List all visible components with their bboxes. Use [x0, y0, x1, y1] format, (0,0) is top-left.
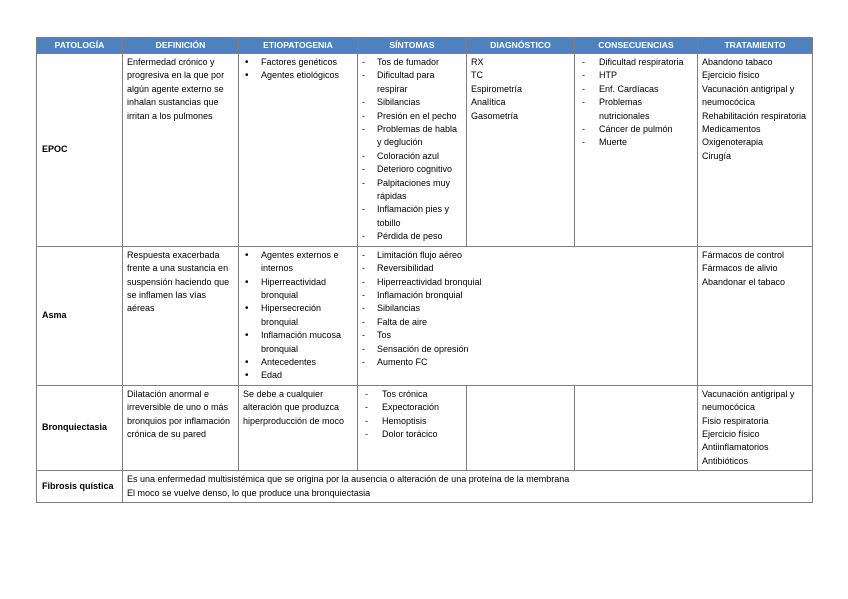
list-item: Fisio respiratoria [702, 415, 769, 426]
bronquiectasia-etiology: Se debe a cualquier alteración que produzca hiperproducción de moco [239, 385, 358, 470]
epoc-diagnosis [467, 54, 575, 247]
list-item: - Hemoptisis [362, 415, 462, 428]
list-item: - Expectoración [362, 401, 462, 414]
fibrosis-line-1: Es una enfermedad multisistémica que se origina por la ausencia o alteración de una proteína de la membrana [127, 474, 570, 485]
row-bronquiectasia [37, 385, 813, 470]
list-item: - Sibilancias [362, 302, 693, 315]
list-item: • Inflamación mucosa bronquial [243, 329, 353, 356]
list-item: - Aumento FC [362, 356, 693, 369]
epoc-name: EPOC [37, 54, 123, 247]
list-item: - Sensación de opresión [362, 343, 693, 356]
row-epoc [37, 54, 813, 247]
list-item: Abandonar el tabaco [702, 276, 786, 287]
header-tratamiento: TRATAMIENTO [698, 38, 813, 54]
list-item: - Sibilancias [362, 96, 462, 109]
list-item: Vacunación antigripal y neumocócica [702, 83, 795, 108]
list-item: Abandono tabaco [702, 57, 773, 67]
epoc-treatment [698, 54, 813, 247]
list-item: Ejercicio físico [702, 428, 760, 439]
header-sintomas: SÍNTOMAS [358, 38, 467, 54]
list-item: - Tos crónica [362, 388, 462, 401]
list-item: Espirometría [471, 83, 523, 94]
list-item: • Factores genéticos [243, 56, 353, 69]
list-item: Analítica [471, 97, 506, 108]
list-item: - Enf. Cardíacas [579, 83, 693, 96]
list-item: • Agentes etiológicos [243, 69, 353, 82]
list-item: Medicamentos [702, 124, 761, 135]
list-item: Fármacos de alivio [702, 263, 778, 274]
list-item: Rehabilitación respiratoria [702, 110, 807, 121]
header-diagnostico: DIAGNÓSTICO [467, 38, 575, 54]
list-item: Antiinflamatorios [702, 442, 769, 453]
list-item: - Falta de aire [362, 316, 693, 329]
list-item: RX [471, 57, 484, 67]
header-definicion: DEFINICIÓN [123, 38, 239, 54]
pathology-table [36, 37, 813, 503]
list-item: - HTP [579, 69, 693, 82]
asma-definition: Respuesta exacerbada frente a una sustancia en suspensión haciendo que se inflamen las vías aéreas [123, 246, 239, 385]
list-item: - Limitación flujo aéreo [362, 249, 693, 262]
list-item: • Hipersecreción bronquial [243, 302, 353, 329]
header-etiopatogenia: ETIOPATOGENIA [239, 38, 358, 54]
list-item: - Dificultad respiratoria [579, 56, 693, 69]
list-item: - Pérdida de peso [362, 230, 462, 243]
list-item: TC [471, 70, 483, 81]
asma-name: Asma [37, 246, 123, 385]
list-item: - Muerte [579, 136, 693, 149]
epoc-symptoms [358, 54, 467, 247]
list-item: • Hiperreactividad bronquial [243, 276, 353, 303]
list-item: - Tos [362, 329, 693, 342]
bronquiectasia-treatment [698, 385, 813, 470]
list-item: - Deterioro cognitivo [362, 163, 462, 176]
header-patologia: PATOLOGÍA [37, 38, 123, 54]
list-item: Vacunación antigripal y neumocócica [702, 388, 795, 413]
list-item: - Dificultad para respirar [362, 69, 462, 96]
list-item: Antibióticos [702, 455, 749, 466]
bronquiectasia-diagnosis [467, 385, 575, 470]
list-item: Cirugía [702, 150, 732, 161]
list-item: Fármacos de control [702, 249, 785, 260]
list-item: • Agentes externos e internos [243, 249, 353, 276]
row-fibrosis [37, 471, 813, 503]
list-item: - Hiperreactividad bronquial [362, 276, 693, 289]
epoc-consequences [575, 54, 698, 247]
fibrosis-description [123, 471, 813, 503]
list-item: - Tos de fumador [362, 56, 462, 69]
epoc-etiology [239, 54, 358, 247]
header-row [37, 38, 813, 54]
asma-etiology [239, 246, 358, 385]
bronquiectasia-symptoms [358, 385, 467, 470]
asma-treatment [698, 246, 813, 385]
bronquiectasia-name: Bronquiectasia [37, 385, 123, 470]
list-item: Ejercicio físico [702, 70, 760, 81]
list-item: - Inflamación pies y tobillo [362, 203, 462, 230]
list-item: Gasometría [471, 110, 519, 121]
list-item: - Problemas de habla y deglución [362, 123, 462, 150]
bronquiectasia-definition: Dilatación anormal e irreversible de uno o más bronquios por inflamación crónica de su pared [123, 385, 239, 470]
list-item: • Antecedentes [243, 356, 353, 369]
list-item: - Presión en el pecho [362, 110, 462, 123]
fibrosis-line-2: El moco se vuelve denso, lo que produce una bronquiectasia [127, 487, 371, 498]
list-item: Oxigenoterapia [702, 137, 764, 148]
epoc-definition: Enfermedad crónico y progresiva en la que por algún agente externo se inhalan sustancias que irritan a los pulmones [123, 54, 239, 247]
list-item: • Edad [243, 369, 353, 382]
list-item: - Palpitaciones muy rápidas [362, 177, 462, 204]
list-item: - Reversibilidad [362, 262, 693, 275]
bronquiectasia-consequences [575, 385, 698, 470]
list-item: - Coloración azul [362, 150, 462, 163]
asma-symptoms [358, 246, 698, 385]
header-consecuencias: CONSECUENCIAS [575, 38, 698, 54]
fibrosis-name: Fibrosis quística [37, 471, 123, 503]
row-asma [37, 246, 813, 385]
list-item: - Dolor torácico [362, 428, 462, 441]
list-item: - Problemas nutricionales [579, 96, 693, 123]
list-item: - Inflamación bronquial [362, 289, 693, 302]
list-item: - Cáncer de pulmón [579, 123, 693, 136]
